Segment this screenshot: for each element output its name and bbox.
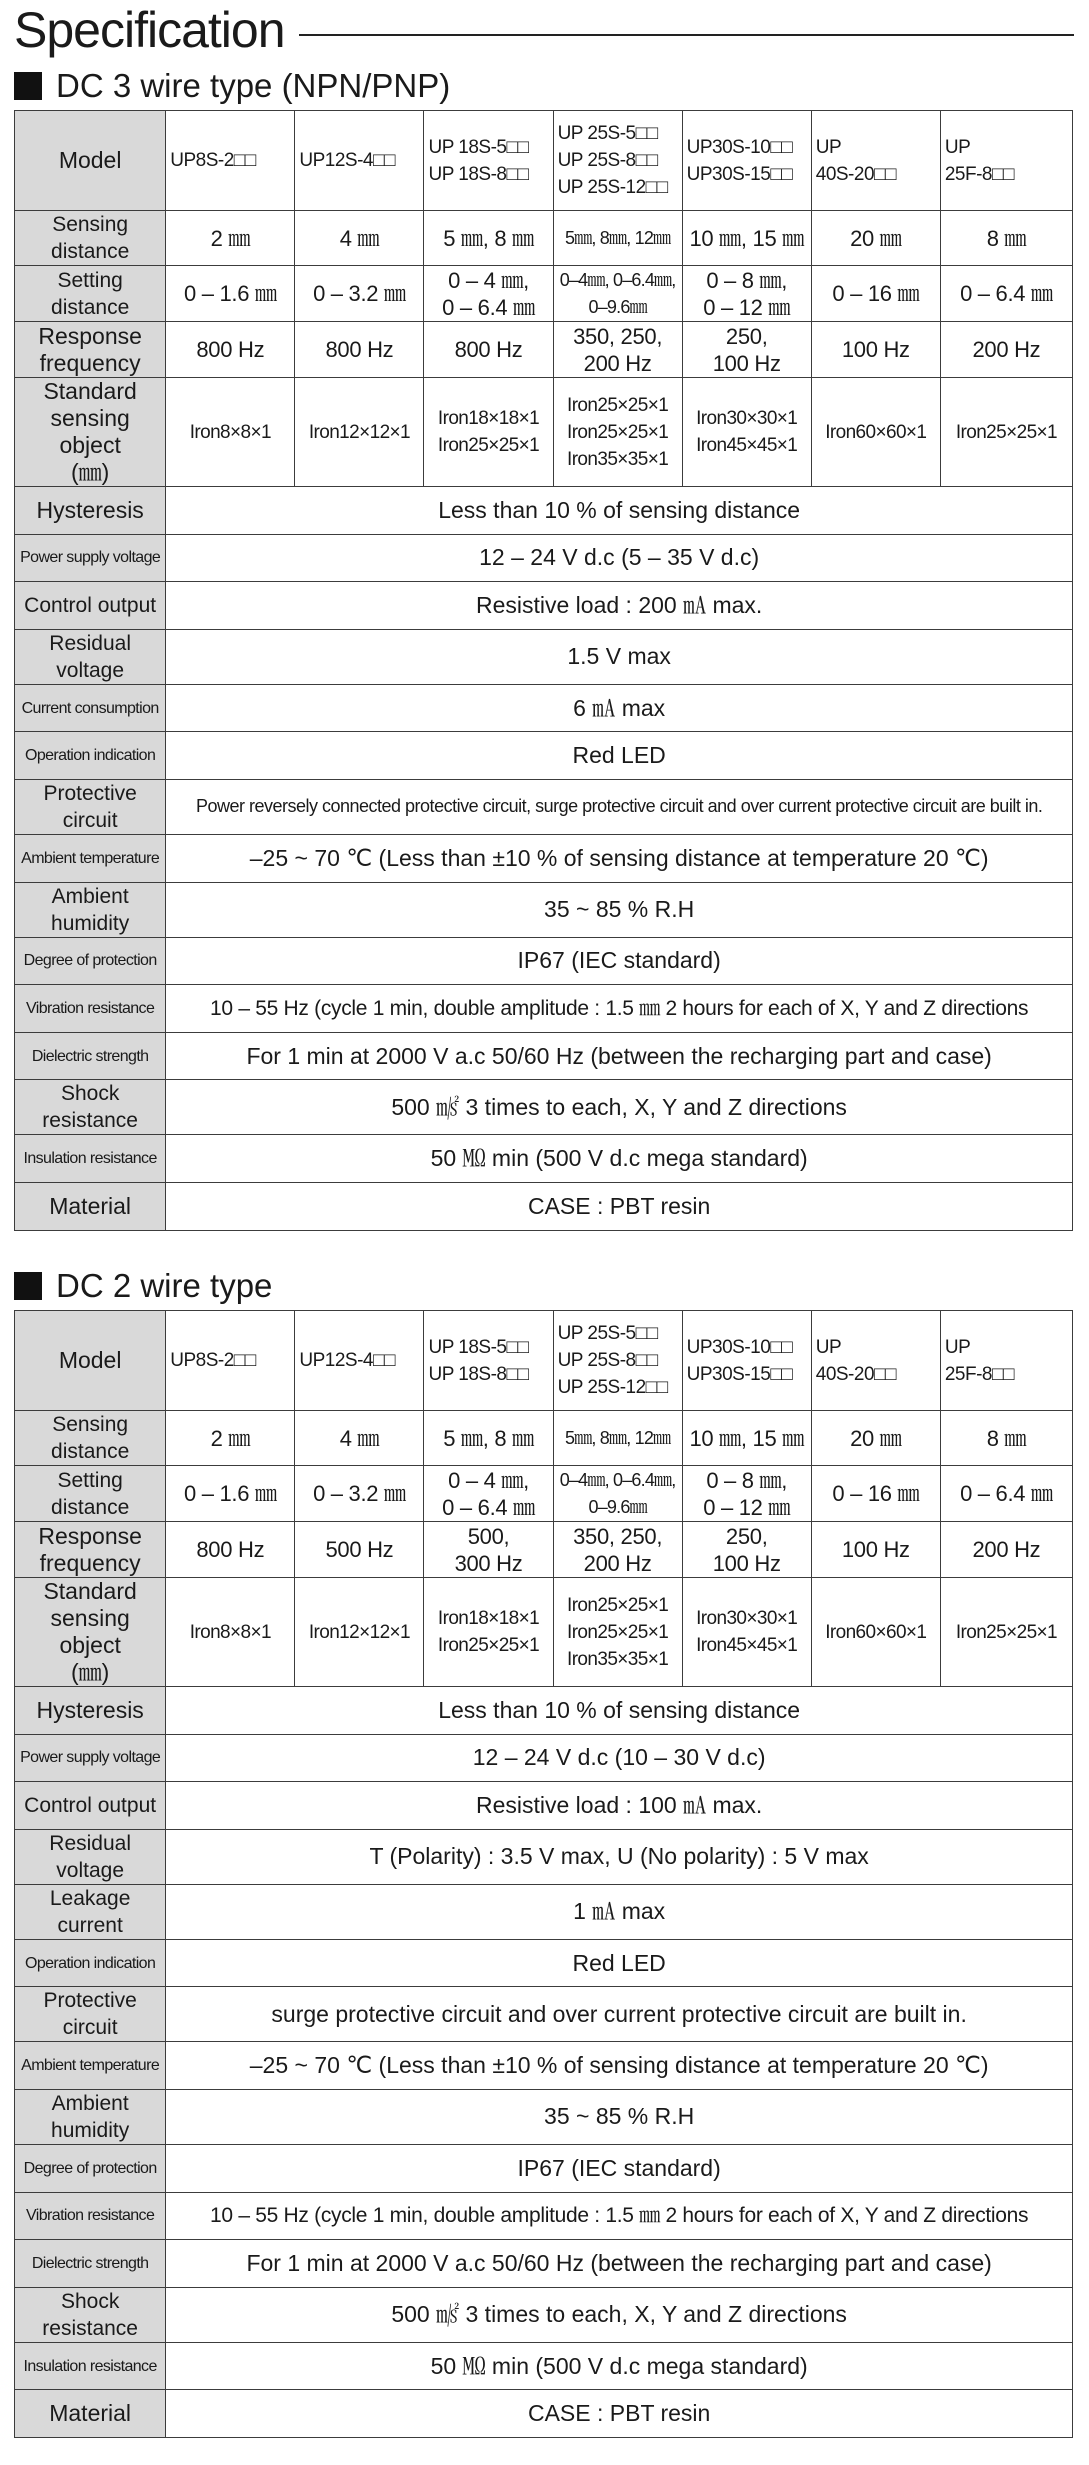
value-cell-line: 0–4㎜, 0–6.4㎜, — [559, 1469, 676, 1490]
value-cell-line: 0 – 4 ㎜, — [448, 1467, 529, 1493]
row-label-line: Response — [38, 1522, 142, 1549]
row-protective-circuit — [15, 1987, 1073, 2042]
row-setting-distance — [15, 1466, 1073, 1522]
row-ambient-humidity — [15, 882, 1073, 937]
value-cell — [166, 378, 295, 487]
row-material — [15, 1182, 1073, 1230]
row-dielectric — [15, 1032, 1073, 1080]
row-power-supply — [15, 1734, 1073, 1782]
model-name-line: 40S-20□□ — [815, 163, 896, 185]
model-name-line: UP12S-4□□ — [299, 1350, 395, 1371]
model-name-line: UP8S-2□□ — [170, 1350, 256, 1371]
model-name-line: UP12S-4□□ — [299, 150, 395, 171]
model-name-line: UP — [815, 1336, 842, 1358]
row-label: Operation indication — [15, 732, 166, 780]
value-cell-line: Iron35×35×1 — [567, 448, 669, 470]
model-name-line: UP 25S-5□□ — [557, 1323, 658, 1344]
row-label-line: Standard — [43, 1578, 137, 1604]
value-cell: CASE : PBT resin — [166, 1182, 1073, 1230]
value-cell-line: Iron25×25×1 — [437, 1635, 540, 1656]
row-label-line: frequency — [39, 1549, 141, 1576]
value-cell-line: 0 – 6.4 ㎜ — [960, 1481, 1053, 1506]
value-cell-line: Iron8×8×1 — [189, 1621, 271, 1643]
value-cell: 10 – 55 Hz (cycle 1 min, double amplitude : 1.5 ㎜ 2 hours for each of X, Y and Z directions — [166, 985, 1073, 1033]
value-cell — [424, 378, 553, 487]
row-leakage-current — [15, 1884, 1073, 1939]
value-cell-line: 100 Hz — [841, 337, 910, 362]
value-cell: Resistive load : 100 ㎃ max. — [166, 1782, 1073, 1830]
row-response-frequency — [15, 322, 1073, 378]
row-label: Current consumption — [15, 684, 166, 732]
row-label: Residual voltage — [15, 1829, 166, 1884]
value-cell-line: Iron45×45×1 — [696, 1635, 798, 1656]
value-cell-line: Iron60×60×1 — [825, 421, 927, 443]
value-cell-line: 0 – 6.4 ㎜ — [442, 1494, 535, 1520]
row-label: Sensing distance — [15, 211, 166, 266]
value-cell — [811, 1578, 940, 1687]
value-cell — [811, 322, 940, 378]
value-cell — [166, 1522, 295, 1578]
row-hysteresis — [15, 1687, 1073, 1735]
row-label: Setting distance — [15, 266, 166, 322]
model-name-line: UP30S-15□□ — [686, 163, 793, 185]
model-name-line: UP 18S-8□□ — [428, 163, 529, 185]
model-name-line: UP 25S-5□□ — [557, 123, 658, 144]
spec-table-dc2 — [14, 1310, 1073, 2438]
value-cell — [682, 378, 811, 487]
value-cell-line: 800 Hz — [196, 337, 265, 362]
value-cell: 50 ㏁ min (500 V d.c mega standard) — [166, 1135, 1073, 1183]
value-cell-line: Iron25×25×1 — [567, 1621, 669, 1643]
value-cell — [811, 1466, 940, 1522]
value-cell — [295, 266, 424, 322]
value-cell: 500 ㎨ 3 times to each, X, Y and Z directions — [166, 2287, 1073, 2342]
row-label: Hysteresis — [15, 1687, 166, 1735]
value-cell: 20 ㎜ — [811, 1411, 940, 1466]
value-cell-line: 800 Hz — [454, 337, 523, 362]
model-name — [424, 111, 553, 211]
model-name-line: UP 18S-5□□ — [428, 1336, 529, 1358]
row-degree-protection — [15, 2144, 1073, 2192]
value-cell: –25 ~ 70 ℃ (Less than ±10 % of sensing distance at temperature 20 ℃) — [166, 834, 1073, 882]
row-sensing-distance — [15, 1411, 1073, 1466]
value-cell — [682, 1466, 811, 1522]
row-label: Protective circuit — [15, 1987, 166, 2042]
value-cell: 8 ㎜ — [940, 211, 1072, 266]
row-label: Shock resistance — [15, 1080, 166, 1135]
value-cell: 6 ㎃ max — [166, 684, 1073, 732]
value-cell: Less than 10 % of sensing distance — [166, 487, 1073, 535]
value-cell-line: Iron25×25×1 — [955, 421, 1057, 443]
model-name — [553, 111, 682, 211]
section-heading-dc3 — [14, 64, 450, 108]
row-vibration — [15, 985, 1073, 1033]
value-cell: –25 ~ 70 ℃ (Less than ±10 % of sensing distance at temperature 20 ℃) — [166, 2042, 1073, 2090]
model-name — [295, 111, 424, 211]
model-name-line: UP 25S-12□□ — [557, 1377, 668, 1398]
row-operation-indication — [15, 1939, 1073, 1987]
row-vibration — [15, 2192, 1073, 2240]
value-cell — [166, 1466, 295, 1522]
row-degree-protection — [15, 937, 1073, 985]
value-cell: T (Polarity) : 3.5 V max, U (No polarity) : 5 V max — [166, 1829, 1073, 1884]
row-control-output — [15, 1782, 1073, 1830]
row-label: Degree of protection — [15, 2144, 166, 2192]
value-cell-line: 500, — [467, 1523, 510, 1549]
row-label: Model — [15, 111, 166, 211]
value-cell-line: 0 – 3.2 ㎜ — [313, 281, 406, 306]
value-cell-line: Iron25×25×1 — [437, 435, 540, 456]
model-name-line: UP30S-10□□ — [686, 1336, 793, 1358]
value-cell: Red LED — [166, 1939, 1073, 1987]
value-cell-line: Iron30×30×1 — [696, 1608, 798, 1629]
row-model — [15, 1311, 1073, 1411]
value-cell — [295, 1466, 424, 1522]
value-cell-line: Iron25×25×1 — [955, 1621, 1057, 1643]
row-label-line: (㎜) — [70, 1659, 110, 1685]
value-cell: 35 ~ 85 % R.H — [166, 882, 1073, 937]
value-cell-line: 300 Hz — [454, 1550, 523, 1576]
value-cell — [940, 378, 1072, 487]
value-cell-line: 0 – 8 ㎜, — [706, 1467, 788, 1493]
row-label — [15, 1578, 166, 1687]
value-cell: 2 ㎜ — [166, 1411, 295, 1466]
value-cell-line: Iron25×25×1 — [567, 421, 669, 443]
row-label: Hysteresis — [15, 487, 166, 535]
row-operation-indication — [15, 732, 1073, 780]
value-cell — [553, 322, 682, 378]
value-cell: 1.5 V max — [166, 629, 1073, 684]
value-cell — [295, 1522, 424, 1578]
model-name-line: 25F-8□□ — [944, 163, 1014, 185]
model-name — [940, 1311, 1072, 1411]
row-protective-circuit — [15, 779, 1073, 834]
row-label: Dielectric strength — [15, 1032, 166, 1080]
row-label: Vibration resistance — [15, 985, 166, 1033]
value-cell — [940, 1522, 1072, 1578]
value-cell — [424, 322, 553, 378]
row-label-line: frequency — [39, 349, 141, 376]
value-cell: Red LED — [166, 732, 1073, 780]
value-cell: 4 ㎜ — [295, 1411, 424, 1466]
section-title: DC 2 wire type — [56, 1267, 273, 1304]
row-label: Power supply voltage — [15, 534, 166, 582]
row-label: Sensing distance — [15, 1411, 166, 1466]
row-label: Control output — [15, 1782, 166, 1830]
row-model — [15, 111, 1073, 211]
value-cell-line: Iron45×45×1 — [696, 435, 798, 456]
value-cell: For 1 min at 2000 V a.c 50/60 Hz (between the recharging part and case) — [166, 1032, 1073, 1080]
value-cell-line: 0 – 16 ㎜ — [832, 1481, 920, 1506]
model-name-line: UP 18S-8□□ — [428, 1363, 529, 1385]
row-label — [15, 1522, 166, 1578]
row-label: Vibration resistance — [15, 2192, 166, 2240]
model-name-line: UP 25S-8□□ — [557, 150, 658, 171]
value-cell: 12 – 24 V d.c (5 – 35 V d.c) — [166, 534, 1073, 582]
value-cell-line: Iron12×12×1 — [308, 421, 410, 443]
row-ambient-temperature — [15, 834, 1073, 882]
row-label: Leakage current — [15, 1884, 166, 1939]
model-name-line: UP30S-15□□ — [686, 1363, 793, 1385]
row-residual-voltage — [15, 629, 1073, 684]
value-cell-line: 100 Hz — [712, 1550, 781, 1576]
value-cell-line: Iron18×18×1 — [437, 408, 540, 429]
value-cell: 5 ㎜, 8 ㎜ — [424, 1411, 553, 1466]
value-cell — [553, 266, 682, 322]
value-cell: Power reversely connected protective circuit, surge protective circuit and over current protective circuit are built in. — [166, 779, 1073, 834]
row-label — [15, 322, 166, 378]
value-cell — [295, 322, 424, 378]
row-sensing-distance — [15, 211, 1073, 266]
value-cell-line: 0–4㎜, 0–6.4㎜, — [559, 269, 676, 290]
value-cell-line: 100 Hz — [841, 1537, 910, 1562]
row-label: Operation indication — [15, 1939, 166, 1987]
row-control-output — [15, 582, 1073, 630]
row-label-line: (㎜) — [70, 459, 110, 485]
value-cell-line: 200 Hz — [972, 337, 1041, 362]
value-cell: IP67 (IEC standard) — [166, 2144, 1073, 2192]
model-name — [424, 1311, 553, 1411]
square-bullet-icon — [14, 1272, 42, 1300]
row-standard-object — [15, 1578, 1073, 1687]
value-cell: 4 ㎜ — [295, 211, 424, 266]
model-name — [166, 1311, 295, 1411]
value-cell: 1 ㎃ max — [166, 1884, 1073, 1939]
value-cell — [553, 1466, 682, 1522]
row-label: Model — [15, 1311, 166, 1411]
value-cell — [682, 1522, 811, 1578]
model-name — [811, 1311, 940, 1411]
value-cell: 8 ㎜ — [940, 1411, 1072, 1466]
row-label: Shock resistance — [15, 2287, 166, 2342]
value-cell — [682, 1578, 811, 1687]
row-shock — [15, 2287, 1073, 2342]
value-cell — [424, 1466, 553, 1522]
row-label: Ambient humidity — [15, 882, 166, 937]
row-ambient-temperature — [15, 2042, 1073, 2090]
value-cell: 35 ~ 85 % R.H — [166, 2089, 1073, 2144]
value-cell: 20 ㎜ — [811, 211, 940, 266]
value-cell: 12 – 24 V d.c (10 – 30 V d.c) — [166, 1734, 1073, 1782]
row-residual-voltage — [15, 1829, 1073, 1884]
title-row — [14, 0, 1074, 60]
value-cell-line: Iron18×18×1 — [437, 1608, 540, 1629]
value-cell-line: Iron12×12×1 — [308, 1621, 410, 1643]
value-cell-line: Iron60×60×1 — [825, 1621, 927, 1643]
value-cell — [295, 378, 424, 487]
value-cell: 2 ㎜ — [166, 211, 295, 266]
value-cell — [166, 1578, 295, 1687]
value-cell: 10 ㎜, 15 ㎜ — [682, 211, 811, 266]
row-label-line: sensing object — [50, 405, 130, 458]
row-label: Control output — [15, 582, 166, 630]
value-cell-line: 350, 250, — [573, 323, 663, 349]
row-label-line: Response — [38, 322, 142, 349]
value-cell — [553, 1578, 682, 1687]
row-label: Ambient temperature — [15, 2042, 166, 2090]
value-cell — [553, 1522, 682, 1578]
row-setting-distance — [15, 266, 1073, 322]
title-rule — [299, 34, 1075, 36]
model-name-line: UP8S-2□□ — [170, 150, 256, 171]
value-cell: 50 ㏁ min (500 V d.c mega standard) — [166, 2342, 1073, 2390]
value-cell-line: 0–9.6㎜ — [588, 1496, 647, 1517]
row-label: Material — [15, 2390, 166, 2438]
value-cell: Less than 10 % of sensing distance — [166, 1687, 1073, 1735]
row-label-line: sensing object — [50, 1605, 130, 1658]
value-cell-line: 0 – 3.2 ㎜ — [313, 1481, 406, 1506]
value-cell-line: 500 Hz — [325, 1537, 394, 1562]
row-label: Dielectric strength — [15, 2240, 166, 2288]
value-cell-line: 200 Hz — [972, 1537, 1041, 1562]
model-name-line: 25F-8□□ — [944, 1363, 1014, 1385]
value-cell-line: 0–9.6㎜ — [588, 296, 647, 317]
row-label: Insulation resistance — [15, 1135, 166, 1183]
model-name — [811, 111, 940, 211]
row-label — [15, 378, 166, 487]
row-label: Insulation resistance — [15, 2342, 166, 2390]
value-cell — [811, 1522, 940, 1578]
model-name — [553, 1311, 682, 1411]
value-cell-line: 0 – 6.4 ㎜ — [960, 281, 1053, 306]
value-cell — [424, 266, 553, 322]
value-cell-line: 200 Hz — [583, 350, 652, 376]
value-cell-line: 250, — [725, 1523, 768, 1549]
value-cell: 5㎜, 8㎜, 12㎜ — [553, 211, 682, 266]
value-cell-line: 0 – 12 ㎜ — [703, 1494, 791, 1520]
row-current-consumption — [15, 684, 1073, 732]
value-cell-line: 0 – 8 ㎜, — [706, 267, 788, 293]
value-cell-line: Iron35×35×1 — [567, 1648, 669, 1670]
value-cell — [553, 378, 682, 487]
value-cell — [682, 322, 811, 378]
value-cell-line: 0 – 6.4 ㎜ — [442, 294, 535, 320]
value-cell — [940, 266, 1072, 322]
value-cell — [811, 378, 940, 487]
row-label: Degree of protection — [15, 937, 166, 985]
model-name-line: UP 25S-12□□ — [557, 177, 668, 198]
row-hysteresis — [15, 487, 1073, 535]
value-cell-line: 0 – 16 ㎜ — [832, 281, 920, 306]
model-name-line: UP — [944, 1336, 971, 1358]
value-cell-line: 800 Hz — [325, 337, 394, 362]
row-insulation — [15, 1135, 1073, 1183]
value-cell — [682, 266, 811, 322]
value-cell — [811, 266, 940, 322]
row-label: Ambient humidity — [15, 2089, 166, 2144]
value-cell-line: 800 Hz — [196, 1537, 265, 1562]
value-cell-line: 350, 250, — [573, 1523, 663, 1549]
page-title: Specification — [14, 2, 285, 58]
value-cell-line: Iron25×25×1 — [567, 1594, 669, 1616]
spec-table-dc3 — [14, 110, 1073, 1231]
row-ambient-humidity — [15, 2089, 1073, 2144]
row-label: Residual voltage — [15, 629, 166, 684]
model-name-line: 40S-20□□ — [815, 1363, 896, 1385]
value-cell — [295, 1578, 424, 1687]
value-cell-line: Iron8×8×1 — [189, 421, 271, 443]
value-cell: 10 ㎜, 15 ㎜ — [682, 1411, 811, 1466]
value-cell — [166, 322, 295, 378]
value-cell — [424, 1522, 553, 1578]
row-label: Protective circuit — [15, 779, 166, 834]
section-heading-dc2 — [14, 1264, 272, 1308]
row-label: Setting distance — [15, 1466, 166, 1522]
row-insulation — [15, 2342, 1073, 2390]
section-title: DC 3 wire type (NPN/PNP) — [56, 67, 451, 104]
row-response-frequency — [15, 1522, 1073, 1578]
value-cell-line: 0 – 1.6 ㎜ — [183, 281, 277, 306]
model-name — [940, 111, 1072, 211]
model-name — [682, 1311, 811, 1411]
row-dielectric — [15, 2240, 1073, 2288]
value-cell-line: 0 – 4 ㎜, — [448, 267, 529, 293]
row-material — [15, 2390, 1073, 2438]
row-label: Material — [15, 1182, 166, 1230]
value-cell: 5㎜, 8㎜, 12㎜ — [553, 1411, 682, 1466]
value-cell-line: Iron25×25×1 — [567, 394, 669, 416]
value-cell — [940, 1466, 1072, 1522]
model-name — [295, 1311, 424, 1411]
value-cell-line: 100 Hz — [712, 350, 781, 376]
row-label: Power supply voltage — [15, 1734, 166, 1782]
value-cell: 500 ㎨ 3 times to each, X, Y and Z directions — [166, 1080, 1073, 1135]
model-name-line: UP — [944, 136, 971, 158]
value-cell: For 1 min at 2000 V a.c 50/60 Hz (between the recharging part and case) — [166, 2240, 1073, 2288]
value-cell: 5 ㎜, 8 ㎜ — [424, 211, 553, 266]
value-cell-line: 200 Hz — [583, 1550, 652, 1576]
value-cell: surge protective circuit and over current protective circuit are built in. — [166, 1987, 1073, 2042]
model-name-line: UP — [815, 136, 842, 158]
value-cell-line: 0 – 12 ㎜ — [703, 294, 791, 320]
row-shock — [15, 1080, 1073, 1135]
model-name — [166, 111, 295, 211]
value-cell: Resistive load : 200 ㎃ max. — [166, 582, 1073, 630]
value-cell — [424, 1578, 553, 1687]
row-label: Ambient temperature — [15, 834, 166, 882]
value-cell-line: Iron30×30×1 — [696, 408, 798, 429]
row-standard-object — [15, 378, 1073, 487]
value-cell — [166, 266, 295, 322]
row-power-supply — [15, 534, 1073, 582]
model-name-line: UP 25S-8□□ — [557, 1350, 658, 1371]
value-cell — [940, 322, 1072, 378]
model-name-line: UP 18S-5□□ — [428, 136, 529, 158]
value-cell-line: 0 – 1.6 ㎜ — [183, 1481, 277, 1506]
value-cell: 10 – 55 Hz (cycle 1 min, double amplitude : 1.5 ㎜ 2 hours for each of X, Y and Z directions — [166, 2192, 1073, 2240]
row-label-line: Standard — [43, 378, 137, 404]
value-cell — [940, 1578, 1072, 1687]
value-cell-line: 250, — [725, 323, 768, 349]
model-name-line: UP30S-10□□ — [686, 136, 793, 158]
square-bullet-icon — [14, 72, 42, 100]
value-cell: IP67 (IEC standard) — [166, 937, 1073, 985]
model-name — [682, 111, 811, 211]
value-cell: CASE : PBT resin — [166, 2390, 1073, 2438]
